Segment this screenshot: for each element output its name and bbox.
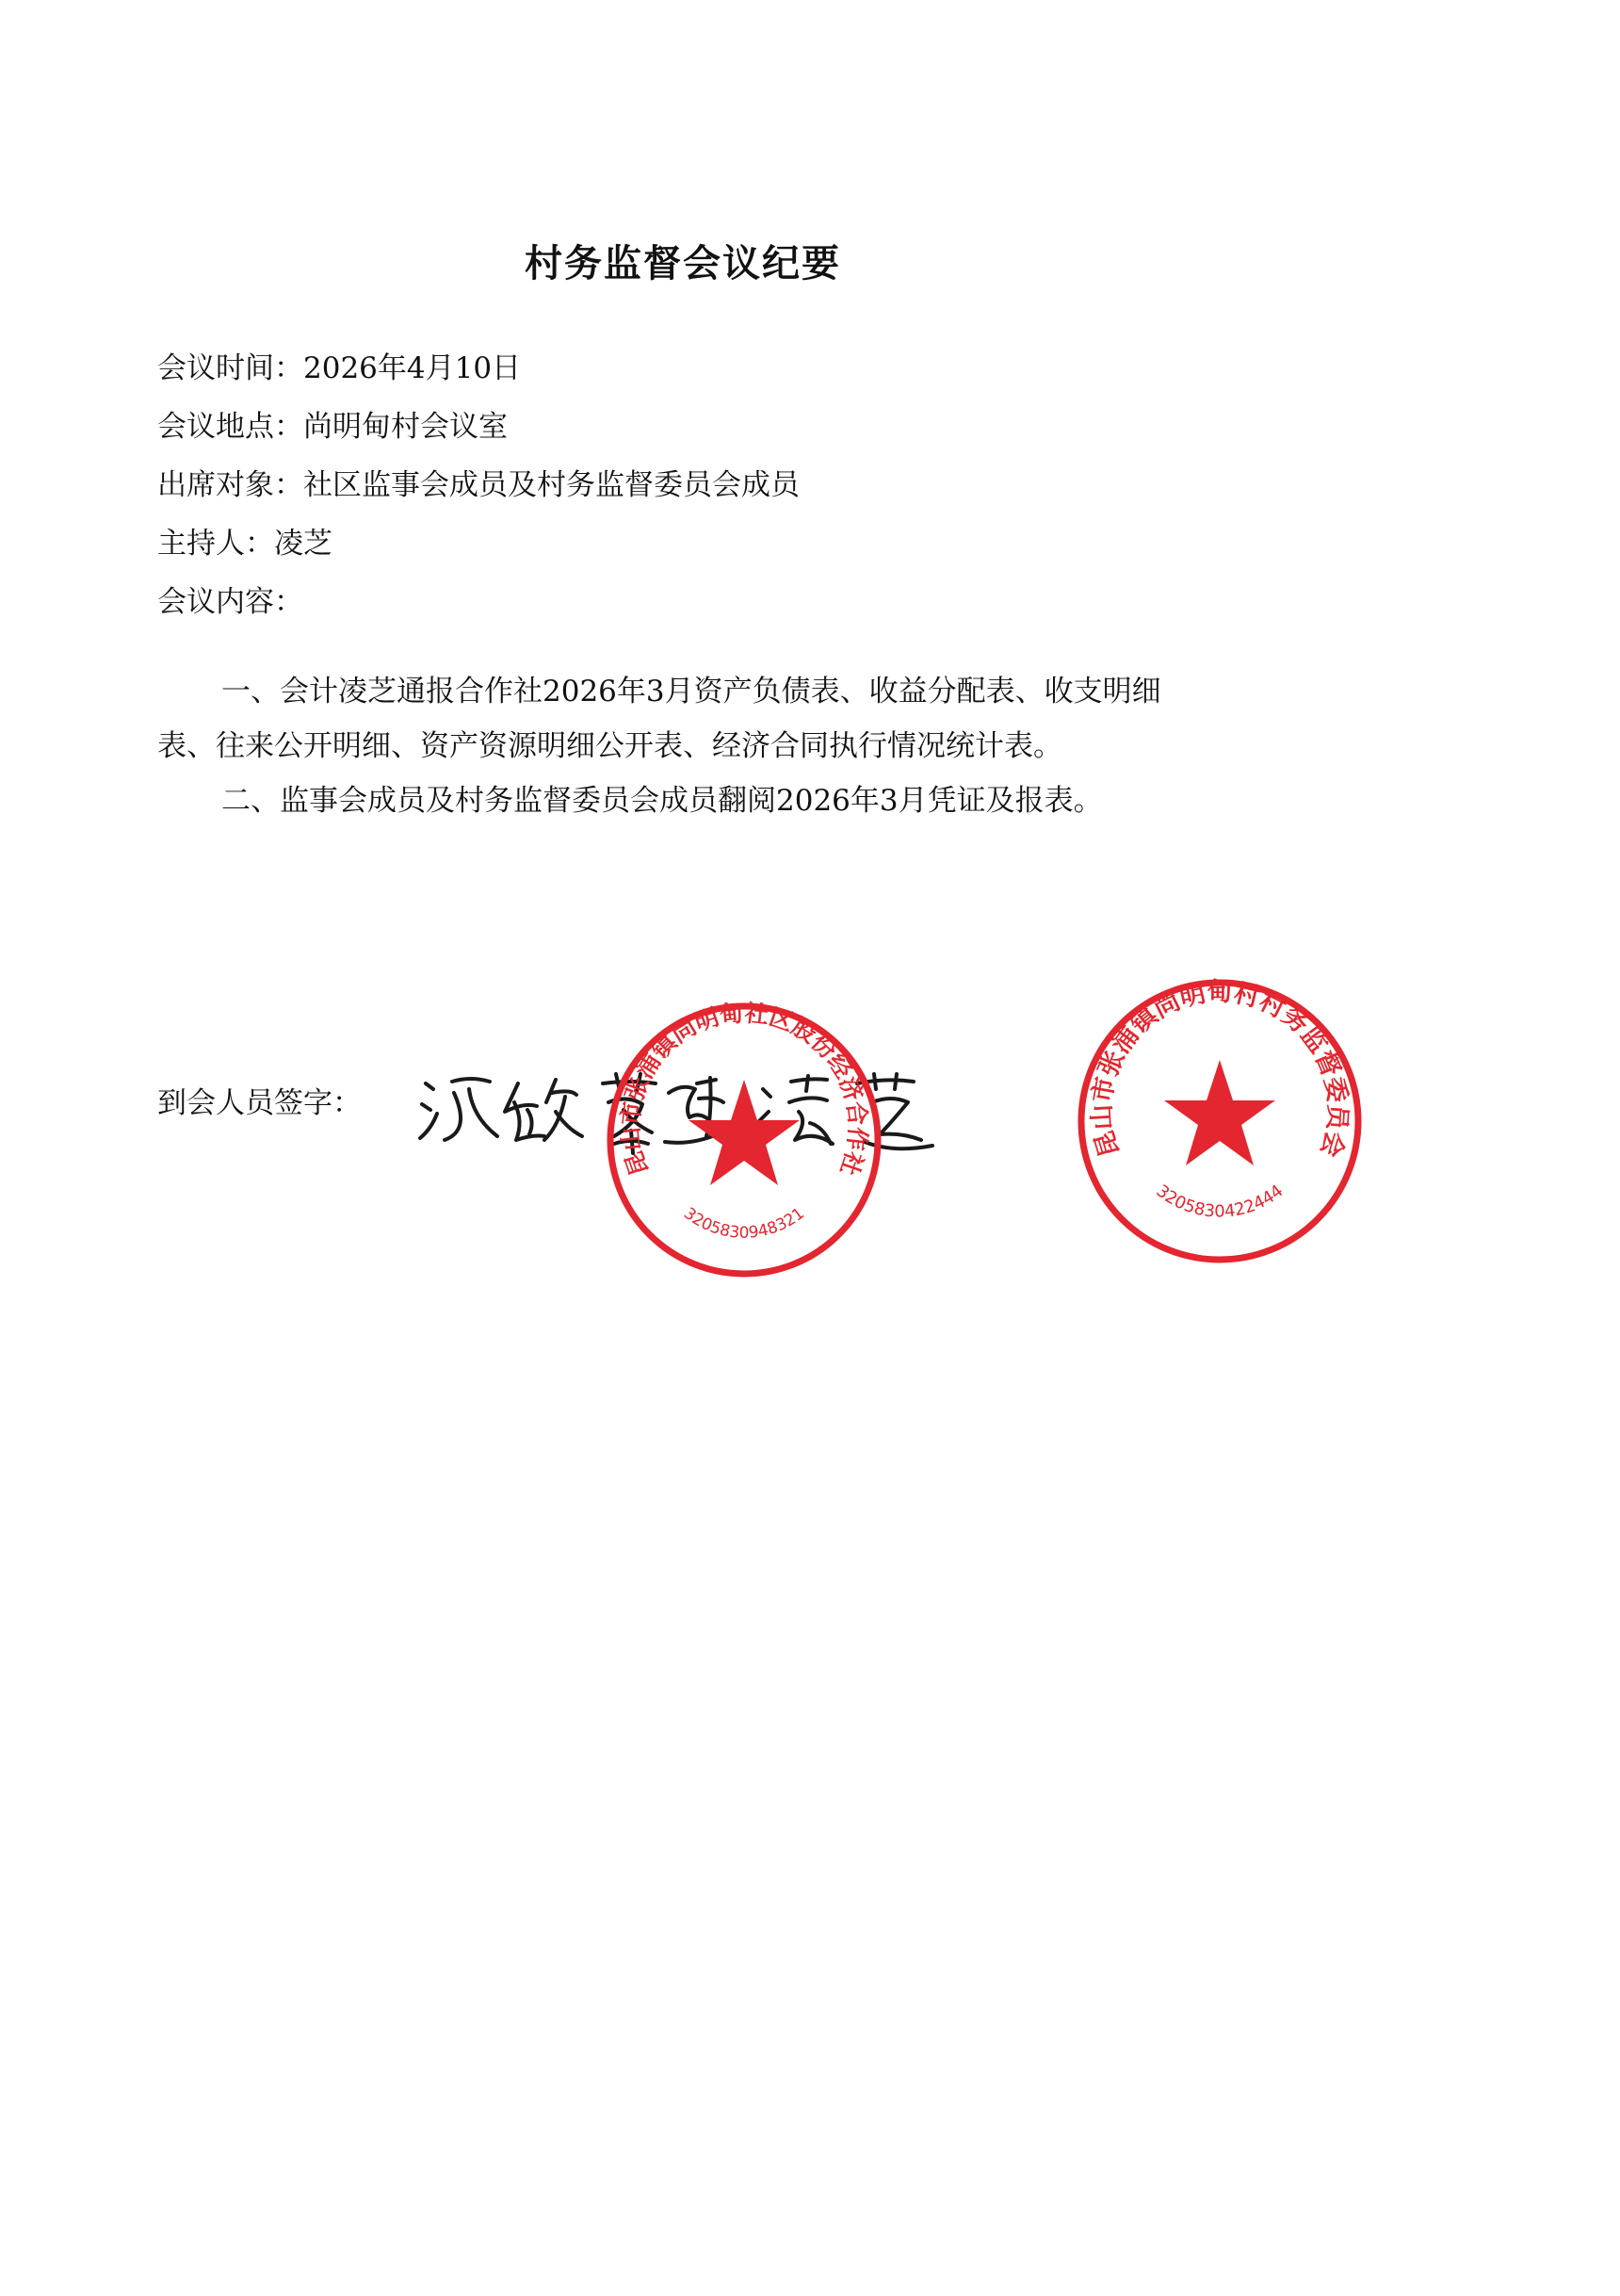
seal-code: 3205830948321 bbox=[680, 1204, 808, 1243]
content-label: 会议内容： bbox=[157, 585, 303, 619]
document-title: 村务监督会议纪要 bbox=[525, 241, 841, 285]
supervision-committee-seal bbox=[1074, 975, 1366, 1267]
signature-label: 到会人员签字： bbox=[157, 1086, 362, 1120]
content-paragraph-1: 一、会计凌芝通报合作社2026年3月资产负债表、收益分配表、收支明细表、往来公开明细、资产资源明细公开表、经济合同执行情况统计表。 bbox=[157, 675, 1161, 763]
host-value: 凌芝 bbox=[274, 527, 332, 561]
seal-text: 昆山市张浦镇尚明甸社区股份经济合作社 bbox=[616, 999, 872, 1180]
star-icon bbox=[688, 1080, 800, 1185]
meeting-location-label: 会议地点： bbox=[157, 410, 303, 444]
attendees-label: 出席对象： bbox=[157, 468, 303, 502]
content-paragraph-2: 二、监事会成员及村务监督委员会成员翻阅2026年3月凭证及报表。 bbox=[221, 784, 1103, 818]
meeting-location-value: 尚明甸村会议室 bbox=[303, 410, 508, 444]
meeting-content-body bbox=[157, 664, 1212, 828]
host-line bbox=[157, 519, 332, 562]
attendees-value: 社区监事会成员及村务监督委员会成员 bbox=[303, 468, 800, 502]
attendees-line bbox=[157, 461, 800, 503]
meeting-time-value: 2026年4月10日 bbox=[303, 351, 522, 385]
host-label: 主持人： bbox=[157, 527, 274, 561]
star-icon bbox=[1164, 1060, 1275, 1165]
seal-text: 昆山市张浦镇尚明甸村村务监督委员会 bbox=[1087, 978, 1353, 1161]
content-line bbox=[157, 578, 303, 620]
meeting-time-line bbox=[157, 344, 521, 386]
meeting-location-line bbox=[157, 402, 508, 445]
meeting-time-label: 会议时间： bbox=[157, 351, 303, 385]
seal-code: 3205830422444 bbox=[1152, 1181, 1288, 1222]
cooperative-seal bbox=[603, 999, 885, 1281]
